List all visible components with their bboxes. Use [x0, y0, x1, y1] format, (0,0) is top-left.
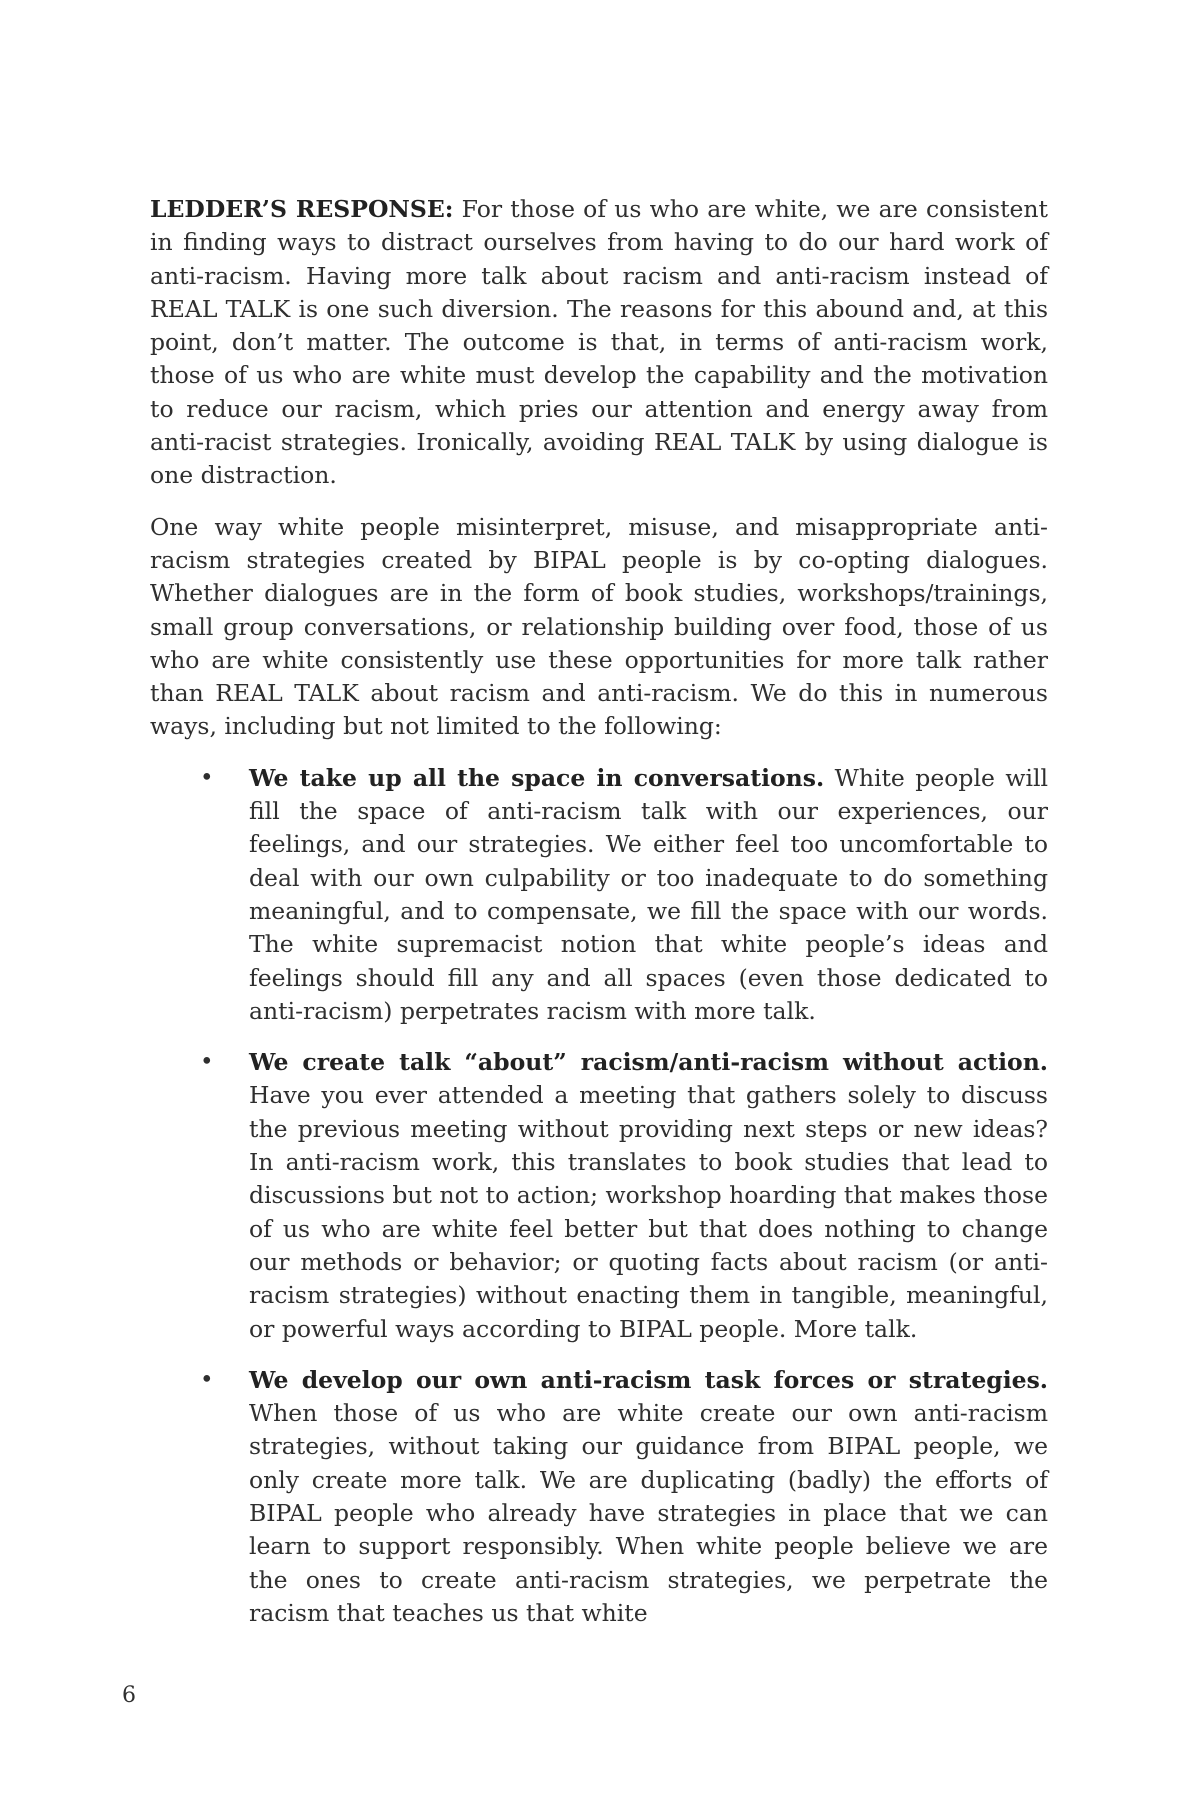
list-item [150, 1364, 1048, 1630]
bullet-heading: We develop our own anti-racism task forces or strategies. [249, 1365, 1048, 1394]
main-content [150, 193, 1048, 1630]
list-item [150, 762, 1048, 1028]
body-paragraph: One way white people misinterpret, misuse, and misappropriate anti-racism strategies created by BIPAL people is by co-opting dialogues. Whether dialogues are in the form of book studies, workshops/trainings, small group conversations, or relationship building over food, those of us who are white consistently use these opportunities for more talk rather than REAL TALK about racism and anti-racism. We do this in numerous ways, including but not limited to the following: [150, 512, 1048, 741]
bullet-heading: We take up all the space in conversations. [249, 763, 825, 792]
bullet-icon: • [200, 1366, 214, 1393]
bullet-text: Have you ever attended a meeting that gathers solely to discuss the previous meeting without providing next steps or new ideas? In anti-racism work, this translates to book studies that lead to discussions but not to action; workshop hoarding that makes those of us who are white feel better but that does nothing to change our methods or behavior; or quoting facts about racism (or anti-racism strategies) without enacting them in tangible, meaningful, or powerful ways according to BIPAL people. More talk. [249, 1081, 1049, 1343]
bullet-text: White people will fill the space of anti-racism talk with our experiences, our feelings, and our strategies. We either feel too uncomfortable to deal with our own culpability or too inadequate to do something meaningful, and to compensate, we fill the space with our words. The white supremacist notion that white people’s ideas and feelings should fill any and all spaces (even those dedicated to anti-racism) perpetrates racism with more talk. [249, 763, 1048, 1025]
intro-paragraph [150, 193, 1048, 493]
intro-text: For those of us who are white, we are consistent in finding ways to distract ourselves from having to do our hard work of anti-racism. Having more talk about racism and anti-racism instead of REAL TALK is one such diversion. The reasons for this abound and, at this point, don’t matter. The outcome is that, in terms of anti-racism work, those of us who are white must develop the capability and the motivation to reduce our racism, which pries our attention and energy away from anti-racist strategies. Ironically, avoiding REAL TALK by using dialogue is one distraction. [150, 195, 1048, 490]
bullet-heading: We create talk “about” racism/anti-racism without action. [249, 1048, 1048, 1077]
response-label: LEDDER’S RESPONSE: [150, 195, 454, 223]
list-item [150, 1046, 1048, 1346]
page-number: 6 [122, 1683, 136, 1708]
bullet-icon: • [200, 1049, 214, 1076]
bullet-icon: • [200, 764, 214, 791]
bullet-list [150, 762, 1048, 1630]
bullet-text: When those of us who are white create our own anti-racism strategies, without taking our guidance from BIPAL people, we only create more talk. We are duplicating (badly) the efforts of BIPAL people who already have strategies in place that we can learn to support responsibly. When white people believe we are the ones to create anti-racism strategies, we perpetrate the racism that teaches us that white [249, 1399, 1048, 1627]
